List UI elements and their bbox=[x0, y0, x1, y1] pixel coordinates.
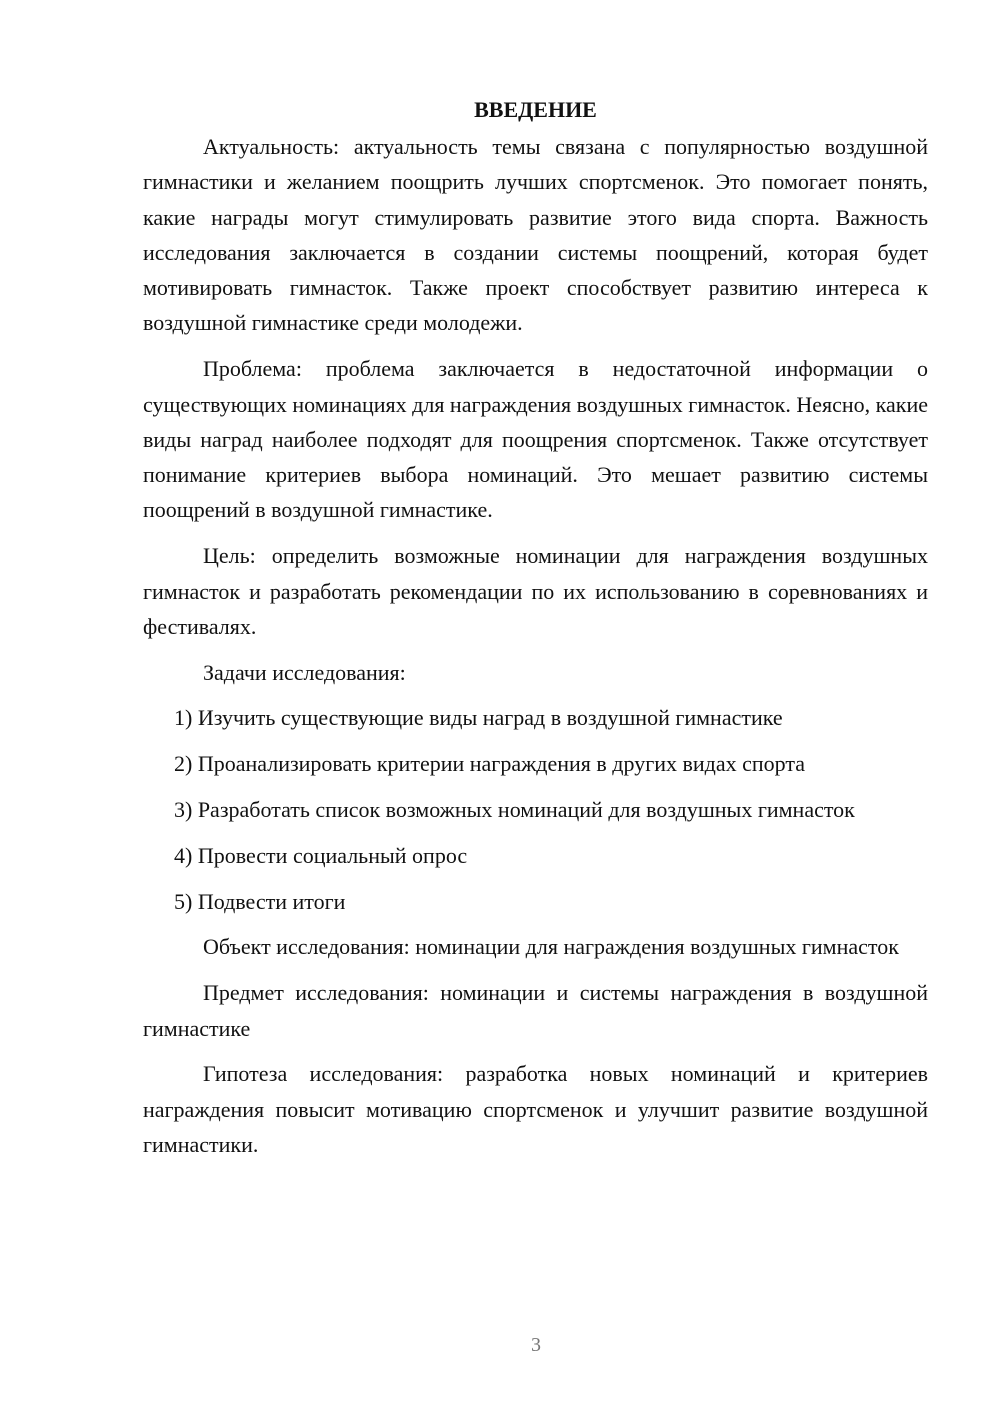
object-paragraph: Объект исследования: номинации для награждения воздушных гимнасток bbox=[203, 934, 899, 960]
subject-paragraph: Предмет исследования: номинации и системы награждения в воздушной гимнастике bbox=[143, 980, 928, 1041]
task-item: 1) Изучить существующие виды наград в воздушной гимнастике bbox=[174, 705, 783, 731]
tasks-heading: Задачи исследования: bbox=[203, 659, 406, 685]
problem-paragraph: Проблема: проблема заключается в недостаточной информации о существующих номинациях для награждения воздушных гимнасток. Неясно, какие виды наград наиболее подходят для поощрения спортсменок. Также отсутствует понимание критериев выбора номинаций. Это мешает развитию системы поощрений в воздушной гимнастике. bbox=[143, 356, 928, 523]
hypothesis-paragraph: Гипотеза исследования: разработка новых номинаций и критериев награждения повысит мотивацию спортсменок и улучшит развитие воздушной гимнастики. bbox=[143, 1061, 928, 1157]
task-item: 2) Проанализировать критерии награждения в других видах спорта bbox=[174, 751, 806, 777]
page-number: 3 bbox=[531, 1334, 541, 1356]
goal-paragraph: Цель: определить возможные номинации для награждения воздушных гимнасток и разработать рекомендации по их использованию в соревнованиях и фестивалях. bbox=[143, 543, 928, 639]
relevance-paragraph: Актуальность: актуальность темы связана с популярностью воздушной гимнастики и желанием поощрить лучших спортсменок. Это помогает понять, какие награды могут стимулировать развитие этого вида спорта. Важность исследования заключается в создании системы поощрений, которая будет мотивировать гимнасток. Также проект способствует развитию интереса к воздушной гимнастике среди молодежи. bbox=[143, 134, 928, 336]
page-title: ВВЕДЕНИЕ bbox=[474, 97, 597, 122]
page-content bbox=[143, 92, 928, 1173]
task-item: 5) Подвести итоги bbox=[174, 888, 346, 914]
task-item: 4) Провести социальный опрос bbox=[174, 842, 468, 868]
task-item: 3) Разработать список возможных номинаций для воздушных гимнасток bbox=[174, 797, 855, 823]
